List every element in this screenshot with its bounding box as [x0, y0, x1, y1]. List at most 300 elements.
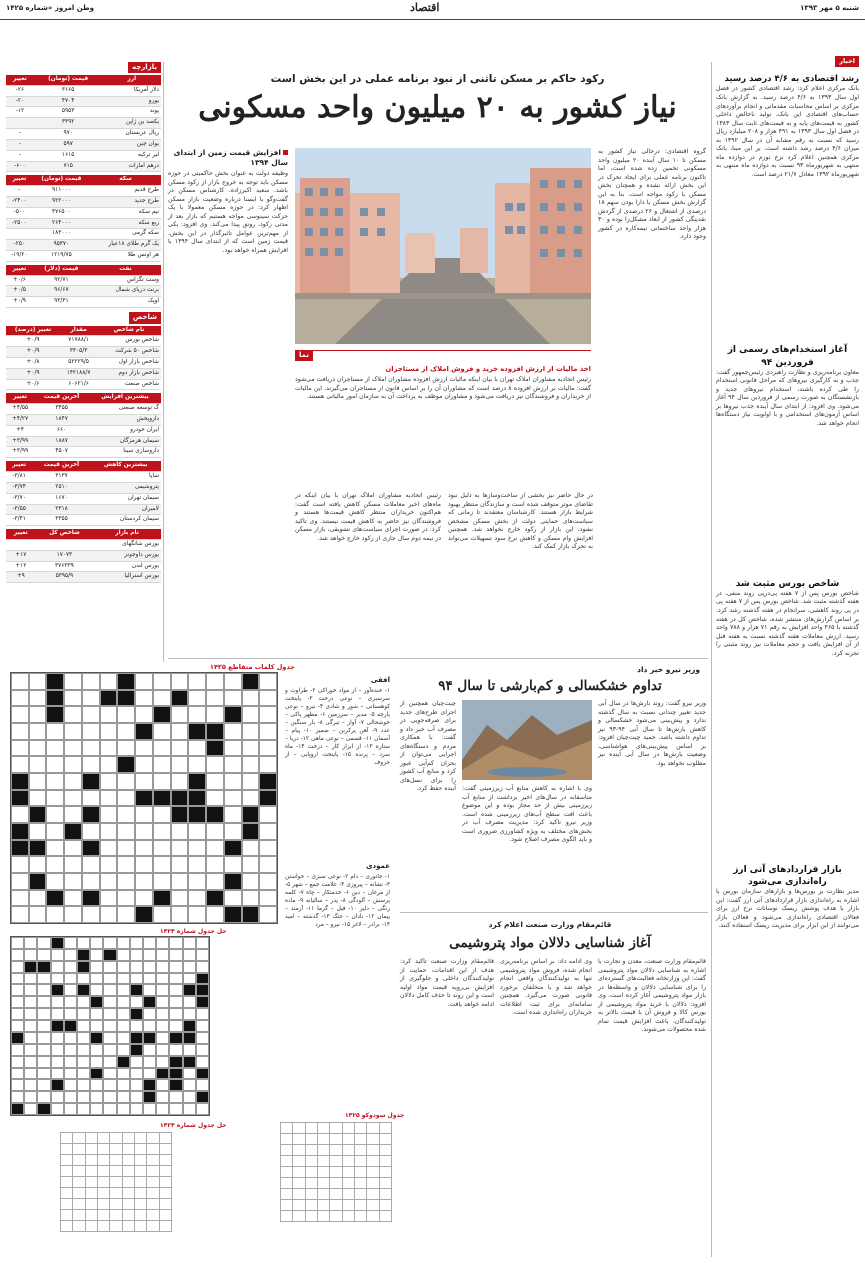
grid-cell [64, 1091, 77, 1103]
grid-cell [51, 984, 64, 996]
table-cell: ۹۲/۷۱ [33, 275, 90, 286]
grid-cell [29, 773, 47, 790]
grid-cell [90, 1079, 103, 1091]
sudoku-cell [85, 1210, 97, 1221]
grid-cell [77, 1020, 90, 1032]
table-cell: ۱۲۱۹/۷۵ [33, 251, 90, 262]
table-cell: ۱۶۷۰ [32, 493, 90, 504]
grid-cell [188, 673, 206, 690]
grid-cell [117, 890, 135, 907]
grid-cell [64, 1103, 77, 1115]
grid-cell [153, 790, 171, 807]
grid-cell [242, 856, 260, 873]
crossword-across-title: افقی [370, 676, 390, 684]
grid-cell [242, 823, 260, 840]
grid-cell [46, 806, 64, 823]
table-cell: ۳۴۵۵ [34, 404, 89, 415]
grid-cell [100, 740, 118, 757]
sudoku-cell [159, 1144, 171, 1155]
red-square-icon [283, 150, 288, 155]
foreign-rows [6, 539, 161, 582]
grid-cell [117, 1091, 130, 1103]
sudoku-cell [85, 1133, 97, 1144]
sudoku-cell [293, 1145, 305, 1156]
grid-cell [224, 773, 242, 790]
grid-cell [183, 937, 196, 949]
grid-cell [51, 949, 64, 961]
grid-cell [143, 1020, 156, 1032]
table-row [6, 357, 161, 368]
grid-cell [46, 690, 64, 707]
grid-cell [103, 1044, 116, 1056]
table-row [6, 118, 161, 129]
drought-kicker: وزیر نیرو خبر داد [637, 665, 700, 674]
table-cell: یورو [103, 96, 161, 107]
table-cell: وست تگزاس [90, 275, 161, 286]
grid-cell [171, 823, 189, 840]
grid-cell [224, 906, 242, 923]
grid-cell [156, 1079, 169, 1091]
grid-cell [188, 806, 206, 823]
th: بیشترین افزایش [89, 393, 161, 403]
grid-cell [196, 937, 209, 949]
grid-cell [188, 790, 206, 807]
table-cell: - [6, 150, 34, 161]
divider [163, 62, 164, 662]
grid-cell [169, 1020, 182, 1032]
sudoku-cell [147, 1199, 159, 1210]
grid-cell [100, 790, 118, 807]
grid-cell [156, 1103, 169, 1115]
sudoku-cell [98, 1221, 110, 1232]
table-cell: ۹۳/۳۱ [33, 297, 90, 308]
grid-cell [11, 773, 29, 790]
grid-cell [206, 773, 224, 790]
grid-cell [156, 1020, 169, 1032]
grid-cell [64, 840, 82, 857]
grid-cell [51, 996, 64, 1008]
sub-note [168, 148, 288, 168]
market-column [6, 62, 161, 662]
sudoku-cell [342, 1134, 354, 1145]
grid-cell [37, 1056, 50, 1068]
grid-cell [206, 740, 224, 757]
grid-cell [130, 1056, 143, 1068]
grid-cell [130, 1044, 143, 1056]
grid-cell [153, 756, 171, 773]
grid-cell [64, 1032, 77, 1044]
grid-cell [242, 723, 260, 740]
grid-cell [153, 723, 171, 740]
sudoku-cell [318, 1211, 330, 1222]
grid-cell [51, 1008, 64, 1020]
grid-cell [169, 1079, 182, 1091]
grid-cell [206, 806, 224, 823]
grid-cell [117, 984, 130, 996]
grid-cell [29, 890, 47, 907]
grid-cell [29, 873, 47, 890]
grid-cell [51, 1032, 64, 1044]
answer-label: حل جدول شماره ۱۴۲۴ [160, 928, 227, 935]
grid-cell [224, 740, 242, 757]
sudoku-cell [159, 1199, 171, 1210]
th: تغییر [6, 265, 33, 275]
grid-cell [130, 961, 143, 973]
grid-cell [224, 673, 242, 690]
grid-cell [24, 1020, 37, 1032]
th: شاخص کل [36, 529, 94, 539]
sudoku-cell [159, 1177, 171, 1188]
grid-cell [100, 823, 118, 840]
grid-cell [29, 740, 47, 757]
sudoku-cell [293, 1156, 305, 1167]
table-cell: ۲۳۱۸ [32, 504, 90, 515]
table-row [6, 150, 161, 161]
sudoku-cell [330, 1134, 342, 1145]
sudoku-cell [85, 1221, 97, 1232]
table-cell: -۲۶ [6, 85, 34, 96]
table-cell: ساپا [91, 472, 161, 483]
sudoku-cell [135, 1144, 147, 1155]
grid-cell [11, 756, 29, 773]
news-title-1: رشد اقتصادی به ۴/۶ درصد رسید [724, 74, 859, 84]
grid-cell [153, 890, 171, 907]
table-cell: ۴۷۰۴ [34, 96, 103, 107]
grid-cell [90, 1068, 103, 1080]
sudoku-cell [110, 1155, 122, 1166]
grid-cell [171, 690, 189, 707]
grid-cell [100, 773, 118, 790]
sudoku-cell [135, 1166, 147, 1177]
grid-cell [130, 1020, 143, 1032]
index-rows [6, 336, 161, 390]
grid-cell [196, 1044, 209, 1056]
sudoku-cell [330, 1123, 342, 1134]
sudoku-cell [122, 1155, 134, 1166]
table-cell: +۴/۵۵ [6, 404, 34, 415]
coin-table [6, 175, 161, 262]
housing-photo [295, 148, 591, 344]
sudoku-row [61, 1199, 172, 1210]
grid-cell [82, 756, 100, 773]
sudoku-cell [61, 1133, 73, 1144]
sudoku-cell [342, 1200, 354, 1211]
table-cell: +۳/۹۹ [6, 436, 34, 447]
table-cell [6, 118, 34, 129]
grid-cell [183, 1008, 196, 1020]
table-cell: +۰/۶ [6, 275, 33, 286]
grid-cell [135, 823, 153, 840]
sudoku-cell [342, 1167, 354, 1178]
th: تغییر [6, 175, 33, 185]
grid-cell [117, 996, 130, 1008]
table-cell: +۰/۵ [6, 286, 33, 297]
grid-cell [103, 1056, 116, 1068]
table-row [6, 561, 161, 572]
grid-cell [24, 1056, 37, 1068]
grid-cell [11, 1103, 24, 1115]
grid-cell [100, 840, 118, 857]
table-row [6, 347, 161, 358]
grid-cell [117, 773, 135, 790]
grid-cell [188, 906, 206, 923]
grid-cell [171, 856, 189, 873]
th: آخرین قیمت [34, 393, 89, 403]
table-row [6, 218, 161, 229]
grid-cell [183, 1056, 196, 1068]
grid-cell [24, 937, 37, 949]
grid-cell [103, 996, 116, 1008]
sudoku-cell [110, 1133, 122, 1144]
drought-text-1: وزیر نیرو گفت: روند بارش‌ها در سال آبی جدید تغییر چندانی نسبت به سال گذشته ندارد و پیش‌بینی می‌شود خشکسالی و کاهش بارش‌ها تا سال آبی ۹۴-۹۳ نیز تداوم داشته باشد. حمید چیت‌چیان افزود: بر اساس پیش‌بینی‌های هواشناسی، وضعیت بارش‌ها در سال آبی آینده نیز مطلوب نخواهد بود. [598, 700, 706, 767]
grid-cell [196, 973, 209, 985]
table-cell: +۰/۸ [6, 357, 60, 368]
grid-cell [242, 790, 260, 807]
sudoku-cell [122, 1210, 134, 1221]
news-text-4: مدیر نظارت بر بورس‌ها و بازارهای سازمان بورس با اشاره به راه‌اندازی بازار قراردادهای آتی ارز گفت: این بازار با هدف پوشش ریسک نوسانات نرخ ارز برای فعالان اقتصادی راه‌اندازی می‌شود و فعالان بازار می‌توانند از این ابزار برای مدیریت ریسک استفاده کنند. [716, 888, 859, 930]
grid-cell [11, 840, 29, 857]
grid-cell [188, 823, 206, 840]
sudoku-cell [73, 1133, 85, 1144]
grid-cell [169, 1068, 182, 1080]
grid-cell [117, 961, 130, 973]
grid-cell [51, 1020, 64, 1032]
table-cell: ۷۱۵ [34, 161, 103, 172]
sudoku-cell [330, 1145, 342, 1156]
grid-cell [82, 840, 100, 857]
sudoku-cell [98, 1144, 110, 1155]
grid-cell [51, 1091, 64, 1103]
grid-cell [51, 937, 64, 949]
grid-cell [100, 890, 118, 907]
grid-cell [171, 906, 189, 923]
sudoku-cell [122, 1166, 134, 1177]
table-row [6, 251, 161, 262]
grid-cell [82, 806, 100, 823]
grid-cell [11, 984, 24, 996]
grid-cell [11, 1008, 24, 1020]
sudoku-cell [159, 1210, 171, 1221]
grid-cell [171, 790, 189, 807]
grid-cell [206, 906, 224, 923]
sudoku-cell [367, 1134, 379, 1145]
grid-cell [24, 1079, 37, 1091]
sudoku-cell [330, 1211, 342, 1222]
grid-cell [153, 806, 171, 823]
grid-cell [143, 961, 156, 973]
sudoku-cell [342, 1189, 354, 1200]
table-cell: پتروشیمی [91, 482, 161, 493]
grid-cell [224, 690, 242, 707]
sudoku-cell [342, 1156, 354, 1167]
grid-cell [77, 1056, 90, 1068]
table-row [6, 404, 161, 415]
table-cell: -۳/۵۵ [6, 504, 32, 515]
table-cell: ۱۸۳۰۰۰ [33, 229, 90, 240]
grid-cell [143, 1091, 156, 1103]
grid-cell [46, 740, 64, 757]
table-cell: ۳۳۹۲ [34, 118, 103, 129]
nama-text: رئیس اتحادیه مشاوران املاک تهران با بیان اینکه مالیات ارزش افزوده مشاوران املاک از مستاجران دریافت می‌شود گفت: مالیات بر ارزش افزوده ۸ درصد است که مشاوران آن را بر اساس قانون از مستاجران می‌گیرند. این مالیات از خریداران و فروشندگان نیز دریافت می‌شود و مشاوران موظف به پرداخت آن به سازمان امور مالیاتی هستند. [295, 376, 591, 401]
sudoku-cell [147, 1155, 159, 1166]
table-row [6, 493, 161, 504]
grid-cell [77, 937, 90, 949]
grid-cell [117, 1032, 130, 1044]
grid-cell [46, 673, 64, 690]
table-row [6, 107, 161, 118]
sudoku-cell [98, 1166, 110, 1177]
grid-cell [196, 949, 209, 961]
sudoku-cell [293, 1167, 305, 1178]
sudoku-cell [135, 1177, 147, 1188]
sudoku-cell [98, 1199, 110, 1210]
grid-cell [153, 690, 171, 707]
grid-cell [64, 740, 82, 757]
sudoku-cell [367, 1145, 379, 1156]
table-cell: +۳/۹۹ [6, 447, 34, 458]
sudoku-cell [342, 1211, 354, 1222]
sudoku-cell [110, 1210, 122, 1221]
sudoku-cell [159, 1188, 171, 1199]
sudoku-cell [85, 1166, 97, 1177]
grid-cell [77, 984, 90, 996]
sudoku-cell [61, 1144, 73, 1155]
sudoku-cell [355, 1123, 367, 1134]
sudoku-cell [147, 1188, 159, 1199]
sudoku-cell [85, 1188, 97, 1199]
grid-cell [143, 973, 156, 985]
grid-cell [130, 949, 143, 961]
grid-cell [64, 973, 77, 985]
grid-cell [46, 790, 64, 807]
sudoku-cell [122, 1144, 134, 1155]
grid-cell [171, 706, 189, 723]
table-cell: ۹۱۱۰۰۰ [33, 186, 90, 197]
grid-cell [196, 1079, 209, 1091]
grid-cell [64, 823, 82, 840]
sudoku-cell [73, 1166, 85, 1177]
grid-cell [24, 1103, 37, 1115]
index-label: شاخص [129, 312, 161, 323]
sudoku-cell [73, 1188, 85, 1199]
table-cell: -۱۹/۲۰ [6, 251, 33, 262]
table-cell: ریال عربستان [103, 129, 161, 140]
drought-headline: تداوم خشکسالی و کم‌بارشی تا سال ۹۴ [438, 678, 662, 694]
grid-cell [46, 706, 64, 723]
table-cell: ۵۹۷ [34, 139, 103, 150]
grid-cell [206, 790, 224, 807]
grid-cell [117, 756, 135, 773]
sudoku-cell [61, 1155, 73, 1166]
grid-cell [169, 1032, 182, 1044]
grid-cell [224, 723, 242, 740]
grid-cell [242, 690, 260, 707]
sudoku-row [281, 1145, 392, 1156]
grid-cell [117, 723, 135, 740]
grid-cell [24, 1091, 37, 1103]
grid-cell [82, 723, 100, 740]
grid-cell [153, 840, 171, 857]
table-cell: +۰/۶ [6, 379, 60, 390]
grid-cell [143, 1008, 156, 1020]
sudoku-cell [147, 1133, 159, 1144]
grid-cell [37, 996, 50, 1008]
sudoku-cell [293, 1211, 305, 1222]
grid-cell [11, 856, 29, 873]
grid-cell [196, 1032, 209, 1044]
table-cell: ۹۷۰ [34, 129, 103, 140]
grid-cell [169, 984, 182, 996]
table-row [6, 85, 161, 96]
grid-cell [90, 973, 103, 985]
grid-cell [24, 973, 37, 985]
grid-cell [224, 756, 242, 773]
grid-cell [117, 1044, 130, 1056]
table-row [6, 196, 161, 207]
grid-cell [169, 996, 182, 1008]
grid-cell [259, 740, 277, 757]
sudoku-cell [281, 1189, 293, 1200]
sudoku-cell [355, 1156, 367, 1167]
sudoku-cell [135, 1210, 147, 1221]
crossword-down-title: عمودی [366, 862, 390, 870]
sudoku-cell [379, 1145, 391, 1156]
table-cell: بورس داوجونز [93, 550, 161, 561]
sudoku-cell [281, 1134, 293, 1145]
sudoku-cell [318, 1178, 330, 1189]
grid-cell [188, 723, 206, 740]
grid-cell [156, 1044, 169, 1056]
table-cell: لیر ترکیه [103, 150, 161, 161]
sudoku-cell [135, 1155, 147, 1166]
grid-cell [103, 1008, 116, 1020]
grid-cell [171, 723, 189, 740]
sudoku-cell [305, 1211, 317, 1222]
grid-cell [188, 873, 206, 890]
table-cell: ۱۸۸۷ [34, 436, 89, 447]
grid-cell [37, 1091, 50, 1103]
grid-cell [29, 673, 47, 690]
table-cell: ۱۷۰۷۳ [36, 550, 94, 561]
table-cell: +۰/۹ [6, 297, 33, 308]
grid-cell [64, 773, 82, 790]
grid-cell [188, 840, 206, 857]
grid-cell [153, 673, 171, 690]
grid-cell [156, 1056, 169, 1068]
grid-cell [100, 706, 118, 723]
grid-cell [117, 949, 130, 961]
sudoku-row [61, 1188, 172, 1199]
table-cell: سیمان تهران [91, 493, 161, 504]
grid-cell [196, 1103, 209, 1115]
grid-cell [100, 906, 118, 923]
grid-cell [135, 790, 153, 807]
grid-cell [103, 949, 116, 961]
sudoku-cell [281, 1156, 293, 1167]
grid-cell [64, 673, 82, 690]
sudoku-cell [355, 1200, 367, 1211]
index-table [6, 326, 161, 391]
grid-cell [90, 1091, 103, 1103]
grid-cell [11, 790, 29, 807]
sudoku-cell [122, 1199, 134, 1210]
grid-cell [46, 773, 64, 790]
grid-cell [135, 856, 153, 873]
table-cell: +۰/۹ [6, 336, 60, 347]
nama-title: اخذ مالیات از ارزش افزوده خرید و فروش املاک از مستاجران [385, 365, 591, 373]
grid-cell [77, 1103, 90, 1115]
sudoku-cell [61, 1166, 73, 1177]
